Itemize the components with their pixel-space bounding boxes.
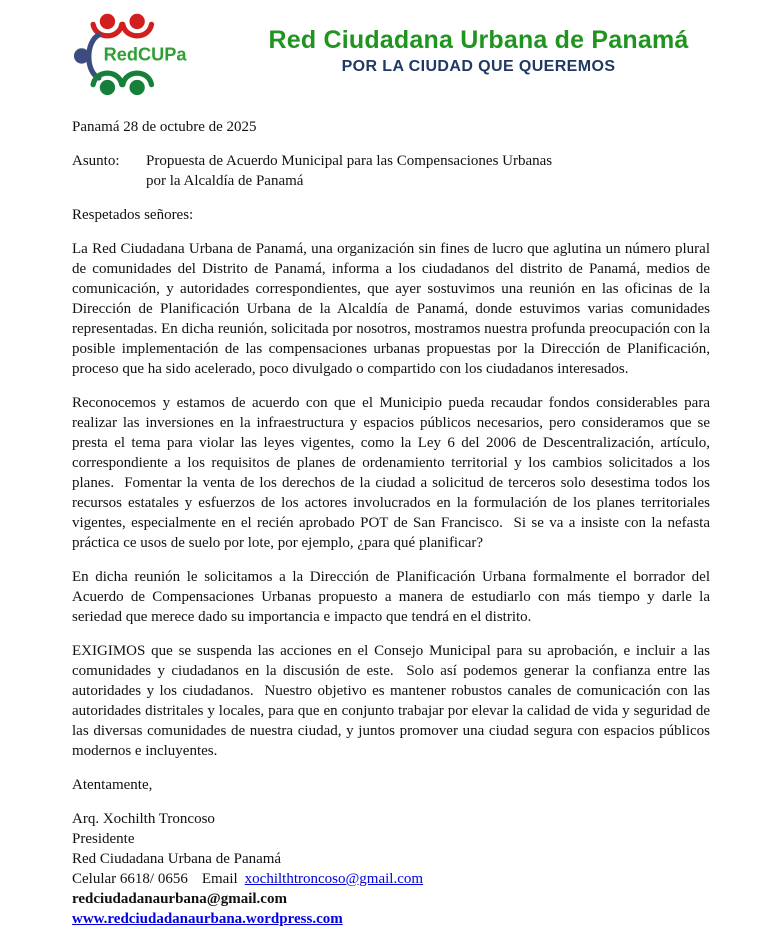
- website-link[interactable]: www.redciudadanaurbana.wordpress.com: [72, 911, 343, 927]
- signer-role: Presidente: [72, 831, 135, 847]
- paragraph-2: Reconocemos y estamos de acuerdo con que el Municipio pueda recaudar fondos considerables para realizar las inversiones en la infraestructura y espacios públicos necesarios, pero consideramos que se presta el tema para violar las leyes vigentes, como la Ley 6 del 2006 de Descentralización, artículo, correspondiente a los requisitos de planes de ordenamiento territorial y los cambios solicitados a los planes. Fomentar la venta de los derechos de la ciudad a solicitud de terceros solo desestima todos los recursos estatales y esfuerzos de los actores involucrados en la formulación de los planes territoriales vigentes, especialmente en el recién aprobado POT de San Francisco. Si se va a insiste con la nefasta práctica ce usos de suelo por lote, por ejemplo, ¿para qué planificar?: [72, 395, 714, 551]
- email-link[interactable]: xochilthtroncoso@gmail.com: [244, 871, 424, 887]
- email-label: Email: [201, 871, 238, 887]
- letterhead: [0, 0, 780, 103]
- header-title-block: [207, 10, 780, 76]
- contact-line: [72, 869, 710, 889]
- paragraph-3: En dicha reunión le solicitamos a la Dirección de Planificación Urbana formalmente el borrador del Acuerdo de Compensaciones Urbanas propuesto a manera de estudiarlo con más tiempo y darle la seriedad que merece dado su importancia e impacto que tendrá en el distrito.: [72, 569, 714, 625]
- subject-line-2: por la Alcaldía de Panamá: [146, 173, 304, 189]
- date-line: Panamá 28 de octubre de 2025: [72, 119, 257, 135]
- secondary-email: redciudadanaurbana@gmail.com: [72, 891, 287, 907]
- redcupa-logo: [73, 10, 207, 103]
- subject-row: [72, 151, 710, 191]
- redcupa-logo-icon: [73, 10, 207, 98]
- subject-text: [146, 151, 552, 191]
- signature-block: [72, 809, 710, 929]
- subject-label: Asunto:: [72, 153, 120, 169]
- signer-name: Arq. Xochilth Troncoso: [72, 811, 215, 827]
- paragraph-4: EXIGIMOS que se suspenda las acciones en el Consejo Municipal para su aprobación, e incluir a las comunidades y ciudadanos en la discusión de este. Solo así podemos generar la confianza entre las autoridades y los ciudadanos. Nuestro objetivo es mantener robustos canales de comunicación con las autoridades distritales y locales, para que en conjunto trabajar por elevar la calidad de vida y seguridad de las diversas comunidades de nuestra ciudad, y juntos promover una ciudad segura con espacios públicos modernos e incluyentes.: [72, 643, 714, 759]
- closing: Atentamente,: [72, 777, 153, 793]
- organization-title: Red Ciudadana Urbana de Panamá: [268, 26, 689, 54]
- signer-organization: Red Ciudadana Urbana de Panamá: [72, 851, 282, 867]
- subject-line-1: Propuesta de Acuerdo Municipal para las Compensaciones Urbanas: [146, 153, 553, 169]
- phone-number: Celular 6618/ 0656: [72, 871, 188, 887]
- logo-wordmark: RedCUPa: [103, 44, 187, 65]
- organization-motto: POR LA CIUDAD QUE QUEREMOS: [341, 58, 616, 75]
- salutation: Respetados señores:: [72, 207, 194, 223]
- letter-body: [72, 117, 714, 929]
- paragraph-1: La Red Ciudadana Urbana de Panamá, una organización sin fines de lucro que aglutina un número plural de comunidades del Distrito de Panamá, informa a los ciudadanos del distrito de Panamá, medios de comunicación, y autoridades correspondientes, que ayer sostuvimos una reunión en las oficinas de la Dirección de Planificación Urbana de la Alcaldía de Panamá, donde estuvimos varias comunidades representadas. En dicha reunión, solicitada por nosotros, mostramos nuestra profunda preocupación con la posible implementación de las compensaciones urbanas propuestas por la Dirección de Planificación, proceso que ha sido acelerado, poco divulgado o compartido con los ciudadanos interesados.: [72, 241, 714, 377]
